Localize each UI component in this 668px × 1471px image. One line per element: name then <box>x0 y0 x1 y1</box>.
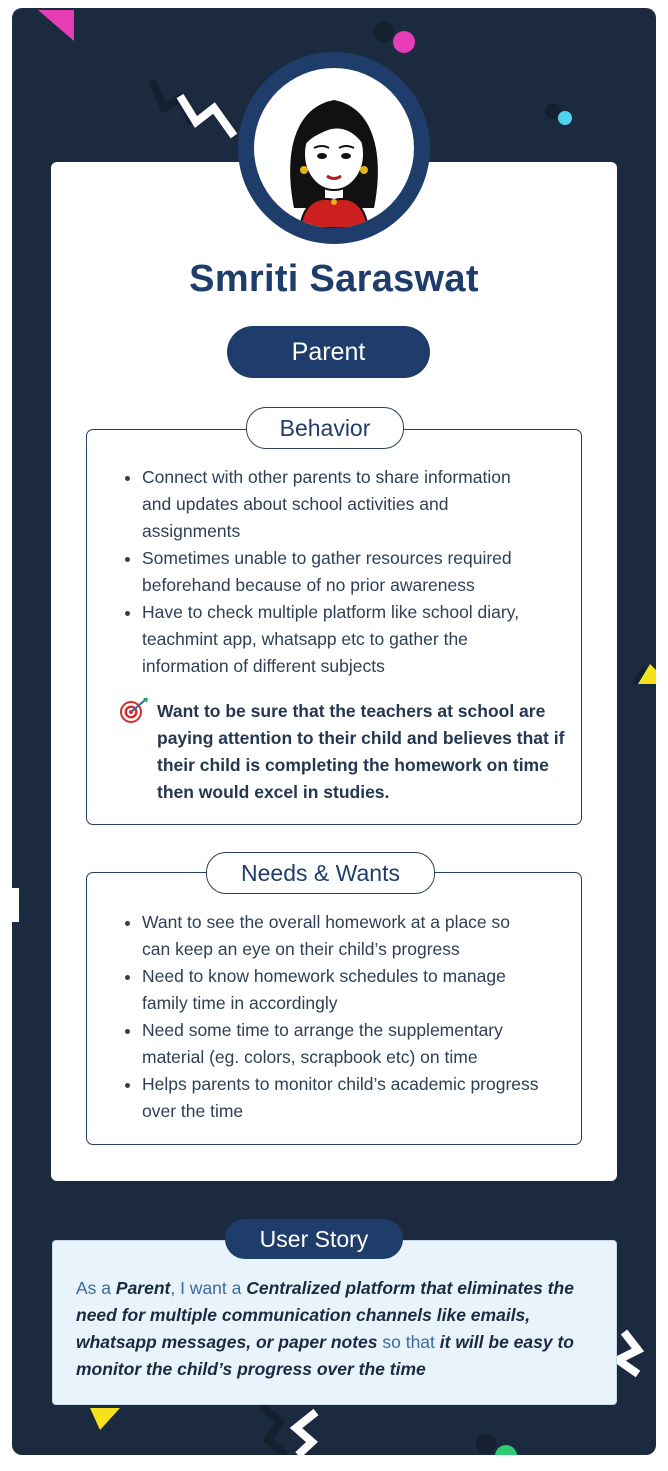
list-item: • Need to know homework schedules to manage family time in accordingly <box>142 963 542 1017</box>
goal-text: Want to be sure that the teachers at school are paying attention to their child and believes that if their child is completing the homework on time then would excel in studies. <box>157 701 565 802</box>
white-squiggle <box>180 96 234 136</box>
needs-list <box>124 909 542 1125</box>
story-plain-text: so that <box>377 1332 440 1352</box>
magenta-triangle <box>38 10 74 41</box>
story-plain-text: , I want a <box>170 1278 247 1298</box>
story-plain-text: As a <box>76 1278 116 1298</box>
target-icon <box>119 698 149 724</box>
dark-dot <box>374 22 394 42</box>
avatar-image <box>254 68 414 228</box>
story-emphasis: it will be easy to monitor the child’s progress over the time <box>76 1332 574 1379</box>
story-emphasis: Centralized platform that eliminates the need for multiple communication channels like emails, whatsapp messages, or paper notes <box>76 1278 574 1352</box>
persona-name: Smriti Saraswat <box>189 258 479 300</box>
cyan-dot <box>558 111 572 125</box>
white-squiggle <box>296 1412 316 1455</box>
list-item: • Need some time to arrange the supplementary material (eg. colors, scrapbook etc) on time <box>142 1017 542 1071</box>
list-item: • Connect with other parents to share information and updates about school activities and assignments <box>142 464 542 545</box>
dark-squiggle <box>262 1406 286 1455</box>
list-item: • Helps parents to monitor child’s academic progress over the time <box>142 1071 542 1125</box>
green-dot <box>495 1445 517 1455</box>
user-story-title: User Story <box>225 1219 403 1259</box>
needs-title: Needs & Wants <box>206 852 435 894</box>
dark-dot <box>476 1434 496 1454</box>
behavior-list <box>124 464 542 680</box>
avatar <box>238 52 430 244</box>
user-story-text <box>76 1275 604 1383</box>
list-item: • Have to check multiple platform like school diary, teachmint app, whatsapp etc to gather the information of different subjects <box>142 599 542 680</box>
persona-role-badge: Parent <box>227 326 430 378</box>
story-emphasis: Parent <box>115 1278 171 1298</box>
list-item: • Want to see the overall homework at a place so can keep an eye on their child’s progress <box>142 909 542 963</box>
yellow-triangle <box>90 1408 120 1430</box>
woman-portrait-icon <box>254 68 414 228</box>
magenta-dot <box>393 31 415 53</box>
behavior-title: Behavior <box>246 407 404 449</box>
list-item: • Sometimes unable to gather resources required beforehand because of no prior awareness <box>142 545 542 599</box>
white-squiggle <box>618 1332 638 1374</box>
white-bar <box>12 888 19 922</box>
